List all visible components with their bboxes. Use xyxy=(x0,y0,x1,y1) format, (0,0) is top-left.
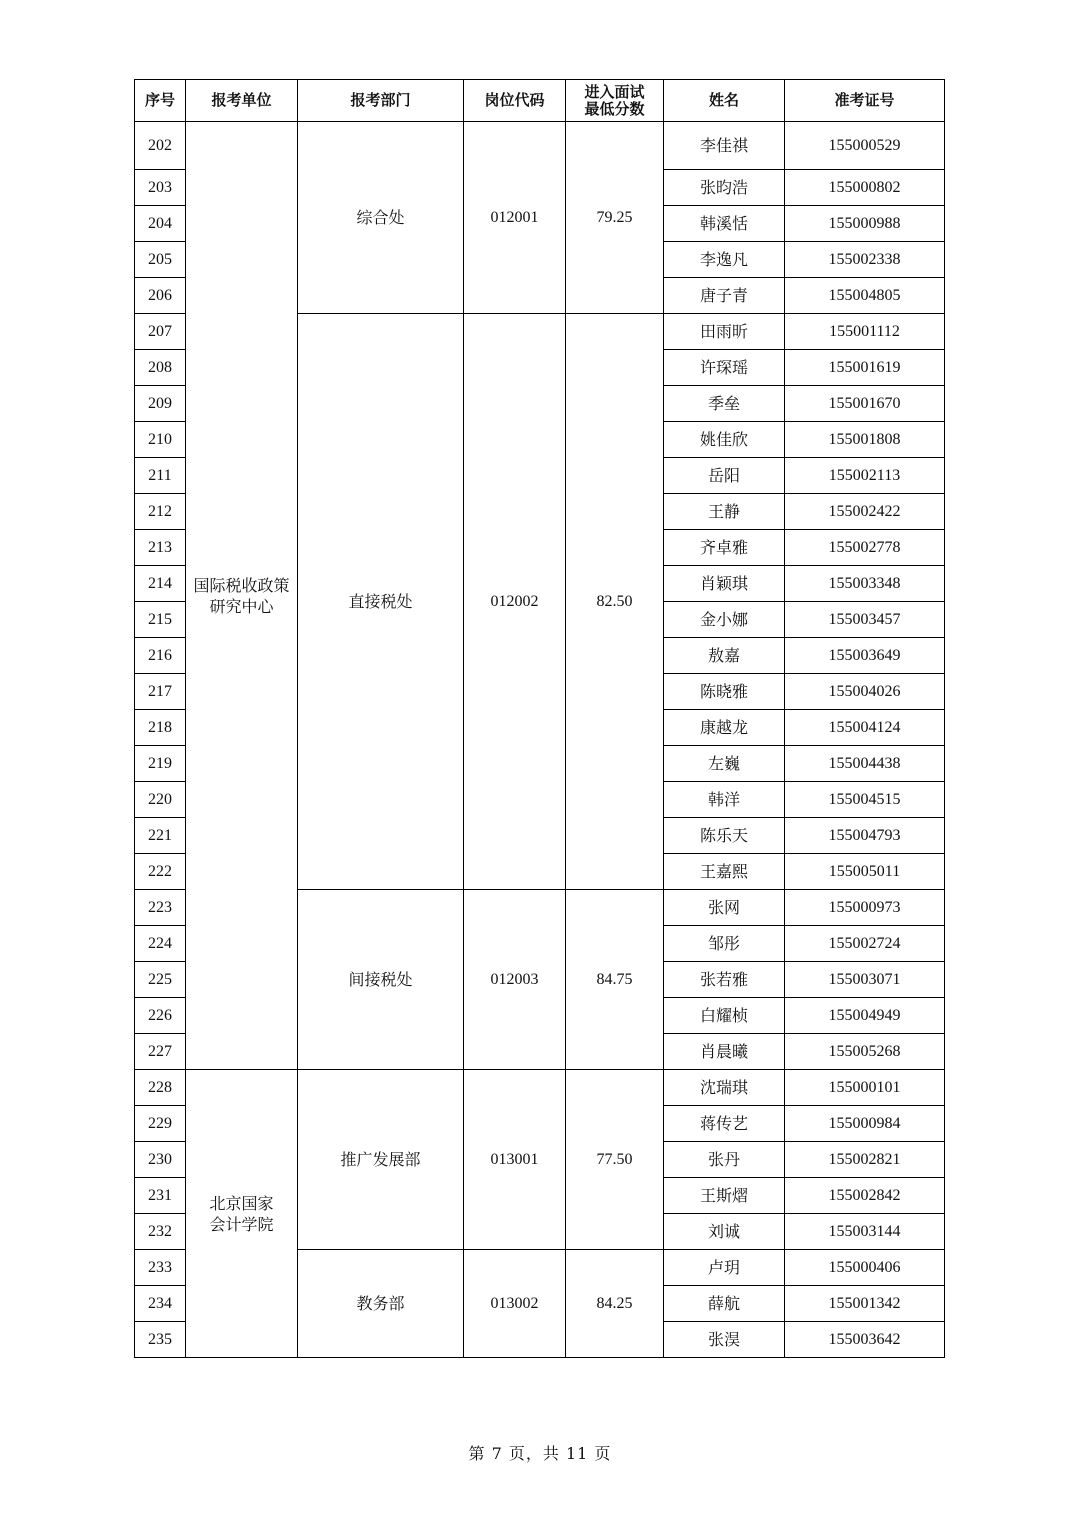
exam-id-cell: 155000406 xyxy=(785,1250,945,1286)
seq-cell: 211 xyxy=(135,458,186,494)
candidate-name-cell: 陈乐天 xyxy=(664,818,785,854)
dept-cell: 直接税处 xyxy=(298,314,464,890)
table-row xyxy=(135,122,945,170)
dept-cell: 推广发展部 xyxy=(298,1070,464,1250)
candidate-name-cell: 季垒 xyxy=(664,386,785,422)
seq-cell: 214 xyxy=(135,566,186,602)
candidate-name-cell: 卢玥 xyxy=(664,1250,785,1286)
exam-id-cell: 155000101 xyxy=(785,1070,945,1106)
candidate-name-cell: 康越龙 xyxy=(664,710,785,746)
exam-id-cell: 155000529 xyxy=(785,122,945,170)
candidate-name-cell: 白耀桢 xyxy=(664,998,785,1034)
seq-cell: 219 xyxy=(135,746,186,782)
header-row xyxy=(135,80,945,122)
exam-id-cell: 155001808 xyxy=(785,422,945,458)
seq-cell: 234 xyxy=(135,1286,186,1322)
candidate-name-cell: 韩洋 xyxy=(664,782,785,818)
seq-cell: 205 xyxy=(135,242,186,278)
exam-id-cell: 155002724 xyxy=(785,926,945,962)
seq-cell: 212 xyxy=(135,494,186,530)
candidate-name-cell: 唐子青 xyxy=(664,278,785,314)
exam-id-cell: 155000988 xyxy=(785,206,945,242)
exam-id-cell: 155004805 xyxy=(785,278,945,314)
seq-cell: 221 xyxy=(135,818,186,854)
candidate-name-cell: 张丹 xyxy=(664,1142,785,1178)
unit-cell: 国际税收政策 研究中心 xyxy=(186,122,298,1070)
exam-id-cell: 155004515 xyxy=(785,782,945,818)
exam-id-cell: 155002422 xyxy=(785,494,945,530)
candidate-name-cell: 王静 xyxy=(664,494,785,530)
seq-cell: 230 xyxy=(135,1142,186,1178)
candidate-name-cell: 韩溪恬 xyxy=(664,206,785,242)
candidate-name-cell: 肖晨曦 xyxy=(664,1034,785,1070)
min-score-cell: 79.25 xyxy=(566,122,664,314)
exam-id-cell: 155002842 xyxy=(785,1178,945,1214)
dept-cell: 间接税处 xyxy=(298,890,464,1070)
candidate-name-cell: 王斯熠 xyxy=(664,1178,785,1214)
seq-cell: 216 xyxy=(135,638,186,674)
header-id: 准考证号 xyxy=(785,80,945,122)
min-score-cell: 84.75 xyxy=(566,890,664,1070)
post-code-cell: 012002 xyxy=(464,314,566,890)
seq-cell: 228 xyxy=(135,1070,186,1106)
seq-cell: 213 xyxy=(135,530,186,566)
seq-cell: 224 xyxy=(135,926,186,962)
candidate-name-cell: 金小娜 xyxy=(664,602,785,638)
seq-cell: 229 xyxy=(135,1106,186,1142)
candidate-name-cell: 陈晓雅 xyxy=(664,674,785,710)
exam-id-cell: 155000984 xyxy=(785,1106,945,1142)
post-code-cell: 012001 xyxy=(464,122,566,314)
candidate-name-cell: 邹彤 xyxy=(664,926,785,962)
page-footer: 第 7 页，共 11 页 xyxy=(468,1444,612,1463)
candidate-name-cell: 张网 xyxy=(664,890,785,926)
candidate-name-cell: 刘诚 xyxy=(664,1214,785,1250)
candidate-name-cell: 张若雅 xyxy=(664,962,785,998)
header-name: 姓名 xyxy=(664,80,785,122)
seq-cell: 235 xyxy=(135,1322,186,1358)
exam-id-cell: 155004026 xyxy=(785,674,945,710)
exam-id-cell: 155003071 xyxy=(785,962,945,998)
exam-id-cell: 155000802 xyxy=(785,170,945,206)
post-code-cell: 012003 xyxy=(464,890,566,1070)
seq-cell: 207 xyxy=(135,314,186,350)
exam-id-cell: 155003144 xyxy=(785,1214,945,1250)
exam-id-cell: 155005268 xyxy=(785,1034,945,1070)
candidate-name-cell: 李逸凡 xyxy=(664,242,785,278)
seq-cell: 220 xyxy=(135,782,186,818)
min-score-cell: 77.50 xyxy=(566,1070,664,1250)
seq-cell: 202 xyxy=(135,122,186,170)
seq-cell: 222 xyxy=(135,854,186,890)
exam-id-cell: 155001670 xyxy=(785,386,945,422)
candidate-name-cell: 姚佳欣 xyxy=(664,422,785,458)
seq-cell: 226 xyxy=(135,998,186,1034)
exam-id-cell: 155005011 xyxy=(785,854,945,890)
candidate-table xyxy=(134,79,945,1358)
candidate-name-cell: 王嘉熙 xyxy=(664,854,785,890)
min-score-cell: 84.25 xyxy=(566,1250,664,1358)
candidate-name-cell: 张淏 xyxy=(664,1322,785,1358)
post-code-cell: 013002 xyxy=(464,1250,566,1358)
exam-id-cell: 155002778 xyxy=(785,530,945,566)
seq-cell: 218 xyxy=(135,710,186,746)
exam-id-cell: 155003348 xyxy=(785,566,945,602)
seq-cell: 215 xyxy=(135,602,186,638)
seq-cell: 208 xyxy=(135,350,186,386)
header-unit: 报考单位 xyxy=(186,80,298,122)
exam-id-cell: 155001342 xyxy=(785,1286,945,1322)
exam-id-cell: 155004793 xyxy=(785,818,945,854)
candidate-name-cell: 许琛瑶 xyxy=(664,350,785,386)
post-code-cell: 013001 xyxy=(464,1070,566,1250)
table-body xyxy=(135,122,945,1358)
header-code: 岗位代码 xyxy=(464,80,566,122)
seq-cell: 204 xyxy=(135,206,186,242)
exam-id-cell: 155002113 xyxy=(785,458,945,494)
exam-id-cell: 155004438 xyxy=(785,746,945,782)
exam-id-cell: 155001112 xyxy=(785,314,945,350)
candidate-name-cell: 敖嘉 xyxy=(664,638,785,674)
candidate-name-cell: 岳阳 xyxy=(664,458,785,494)
unit-cell: 北京国家 会计学院 xyxy=(186,1070,298,1358)
exam-id-cell: 155001619 xyxy=(785,350,945,386)
candidate-name-cell: 田雨昕 xyxy=(664,314,785,350)
candidate-name-cell: 肖颖琪 xyxy=(664,566,785,602)
candidate-name-cell: 薛航 xyxy=(664,1286,785,1322)
candidate-name-cell: 沈瑞琪 xyxy=(664,1070,785,1106)
table-row xyxy=(135,1070,945,1106)
exam-id-cell: 155002821 xyxy=(785,1142,945,1178)
header-score: 进入面试 最低分数 xyxy=(566,80,664,122)
exam-id-cell: 155003649 xyxy=(785,638,945,674)
seq-cell: 223 xyxy=(135,890,186,926)
candidate-name-cell: 齐卓雅 xyxy=(664,530,785,566)
seq-cell: 210 xyxy=(135,422,186,458)
seq-cell: 225 xyxy=(135,962,186,998)
seq-cell: 233 xyxy=(135,1250,186,1286)
header-seq: 序号 xyxy=(135,80,186,122)
seq-cell: 217 xyxy=(135,674,186,710)
dept-cell: 综合处 xyxy=(298,122,464,314)
candidate-name-cell: 张昀浩 xyxy=(664,170,785,206)
exam-id-cell: 155004124 xyxy=(785,710,945,746)
exam-id-cell: 155003642 xyxy=(785,1322,945,1358)
seq-cell: 203 xyxy=(135,170,186,206)
exam-id-cell: 155002338 xyxy=(785,242,945,278)
exam-id-cell: 155000973 xyxy=(785,890,945,926)
dept-cell: 教务部 xyxy=(298,1250,464,1358)
min-score-cell: 82.50 xyxy=(566,314,664,890)
candidate-name-cell: 蒋传艺 xyxy=(664,1106,785,1142)
seq-cell: 231 xyxy=(135,1178,186,1214)
seq-cell: 227 xyxy=(135,1034,186,1070)
exam-id-cell: 155003457 xyxy=(785,602,945,638)
seq-cell: 206 xyxy=(135,278,186,314)
header-dept: 报考部门 xyxy=(298,80,464,122)
seq-cell: 232 xyxy=(135,1214,186,1250)
candidate-name-cell: 左巍 xyxy=(664,746,785,782)
seq-cell: 209 xyxy=(135,386,186,422)
candidate-name-cell: 李佳祺 xyxy=(664,122,785,170)
exam-id-cell: 155004949 xyxy=(785,998,945,1034)
